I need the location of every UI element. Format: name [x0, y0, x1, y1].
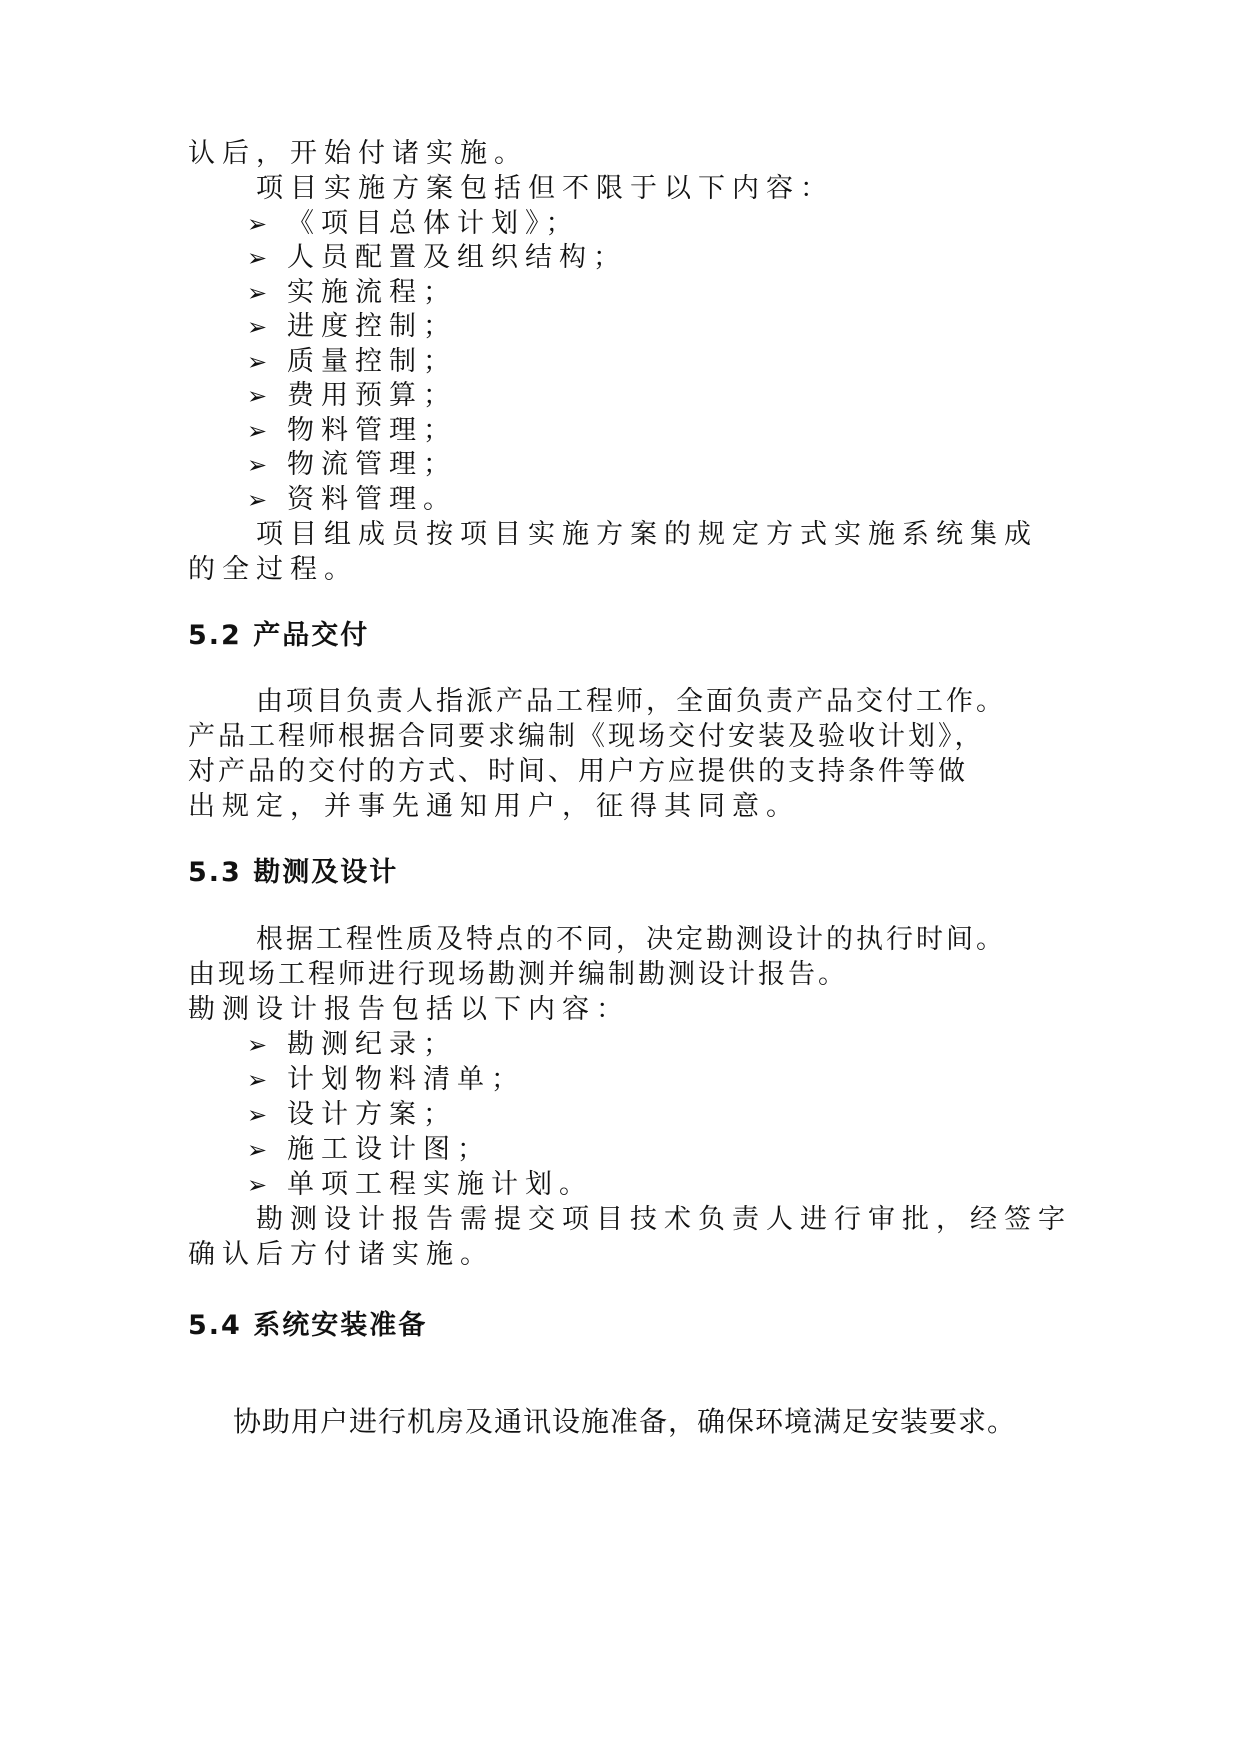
paragraph-line: 由现场工程师进行现场勘测并编制勘测设计报告。 [188, 959, 848, 990]
list-item: ➢ 物料管理； [247, 413, 457, 449]
paragraph-line: 勘测设计报告需提交项目技术负责人进行审批，经签字 [256, 1204, 1072, 1235]
paragraph-line: 根据工程性质及特点的不同，决定勘测设计的执行时间。 [256, 924, 1006, 955]
paragraph-line: 项目组成员按项目实施方案的规定方式实施系统集成 [256, 519, 1038, 550]
arrow-bullet-icon: ➢ [247, 486, 268, 514]
paragraph-line: 对产品的交付的方式、时间、用户方应提供的支持条件等做 [188, 756, 968, 787]
list-item: ➢ 进度控制； [247, 309, 457, 345]
arrow-bullet-icon: ➢ [247, 451, 268, 479]
list-item: ➢ 人员配置及组织结构； [247, 240, 627, 276]
list-item: ➢ 勘测纪录； [247, 1027, 457, 1063]
paragraph-line: 勘测设计报告包括以下内容： [188, 994, 630, 1025]
arrow-bullet-icon: ➢ [247, 1136, 268, 1164]
list-item: ➢ 单项工程实施计划。 [247, 1167, 593, 1203]
paragraph-install-prep: 协助用户进行机房及通讯设施准备，确保环境满足安装要求。 [233, 1405, 1017, 1438]
paragraph-line: 由项目负责人指派产品工程师，全面负责产品交付工作。 [256, 686, 1006, 717]
arrow-bullet-icon: ➢ [247, 348, 268, 376]
list-item: ➢ 质量控制； [247, 344, 457, 380]
list-item: ➢ 资料管理。 [247, 482, 457, 518]
paragraph-line: 产品工程师根据合同要求编制《现场交付安装及验收计划》， [188, 721, 985, 752]
arrow-bullet-icon: ➢ [247, 244, 268, 272]
paragraph-line: 出规定，并事先通知用户，征得其同意。 [188, 791, 800, 822]
arrow-bullet-icon: ➢ [247, 313, 268, 341]
list-item: ➢ 费用预算； [247, 378, 457, 414]
arrow-bullet-icon: ➢ [247, 1066, 268, 1094]
list-item: ➢ 《项目总体计划》； [247, 206, 580, 242]
list-item: ➢ 设计方案； [247, 1097, 457, 1133]
section-heading-5-4: 5.4 系统安装准备 [188, 1310, 428, 1341]
arrow-bullet-icon: ➢ [247, 382, 268, 410]
arrow-bullet-icon: ➢ [247, 1171, 268, 1199]
arrow-bullet-icon: ➢ [247, 1031, 268, 1059]
list-item: ➢ 实施流程； [247, 275, 457, 311]
paragraph-continuation: 认后，开始付诸实施。 [188, 138, 528, 169]
arrow-bullet-icon: ➢ [247, 1101, 268, 1129]
paragraph-line: 的全过程。 [188, 554, 358, 585]
list-item: ➢ 计划物料清单； [247, 1062, 525, 1098]
section-heading-5-3: 5.3 勘测及设计 [188, 857, 399, 888]
arrow-bullet-icon: ➢ [247, 279, 268, 307]
paragraph-plan-intro: 项目实施方案包括但不限于以下内容： [256, 173, 834, 204]
list-item: ➢ 施工设计图； [247, 1132, 491, 1168]
list-item: ➢ 物流管理； [247, 447, 457, 483]
paragraph-line: 确认后方付诸实施。 [188, 1239, 494, 1270]
arrow-bullet-icon: ➢ [247, 210, 268, 238]
section-heading-5-2: 5.2 产品交付 [188, 620, 370, 651]
arrow-bullet-icon: ➢ [247, 417, 268, 445]
